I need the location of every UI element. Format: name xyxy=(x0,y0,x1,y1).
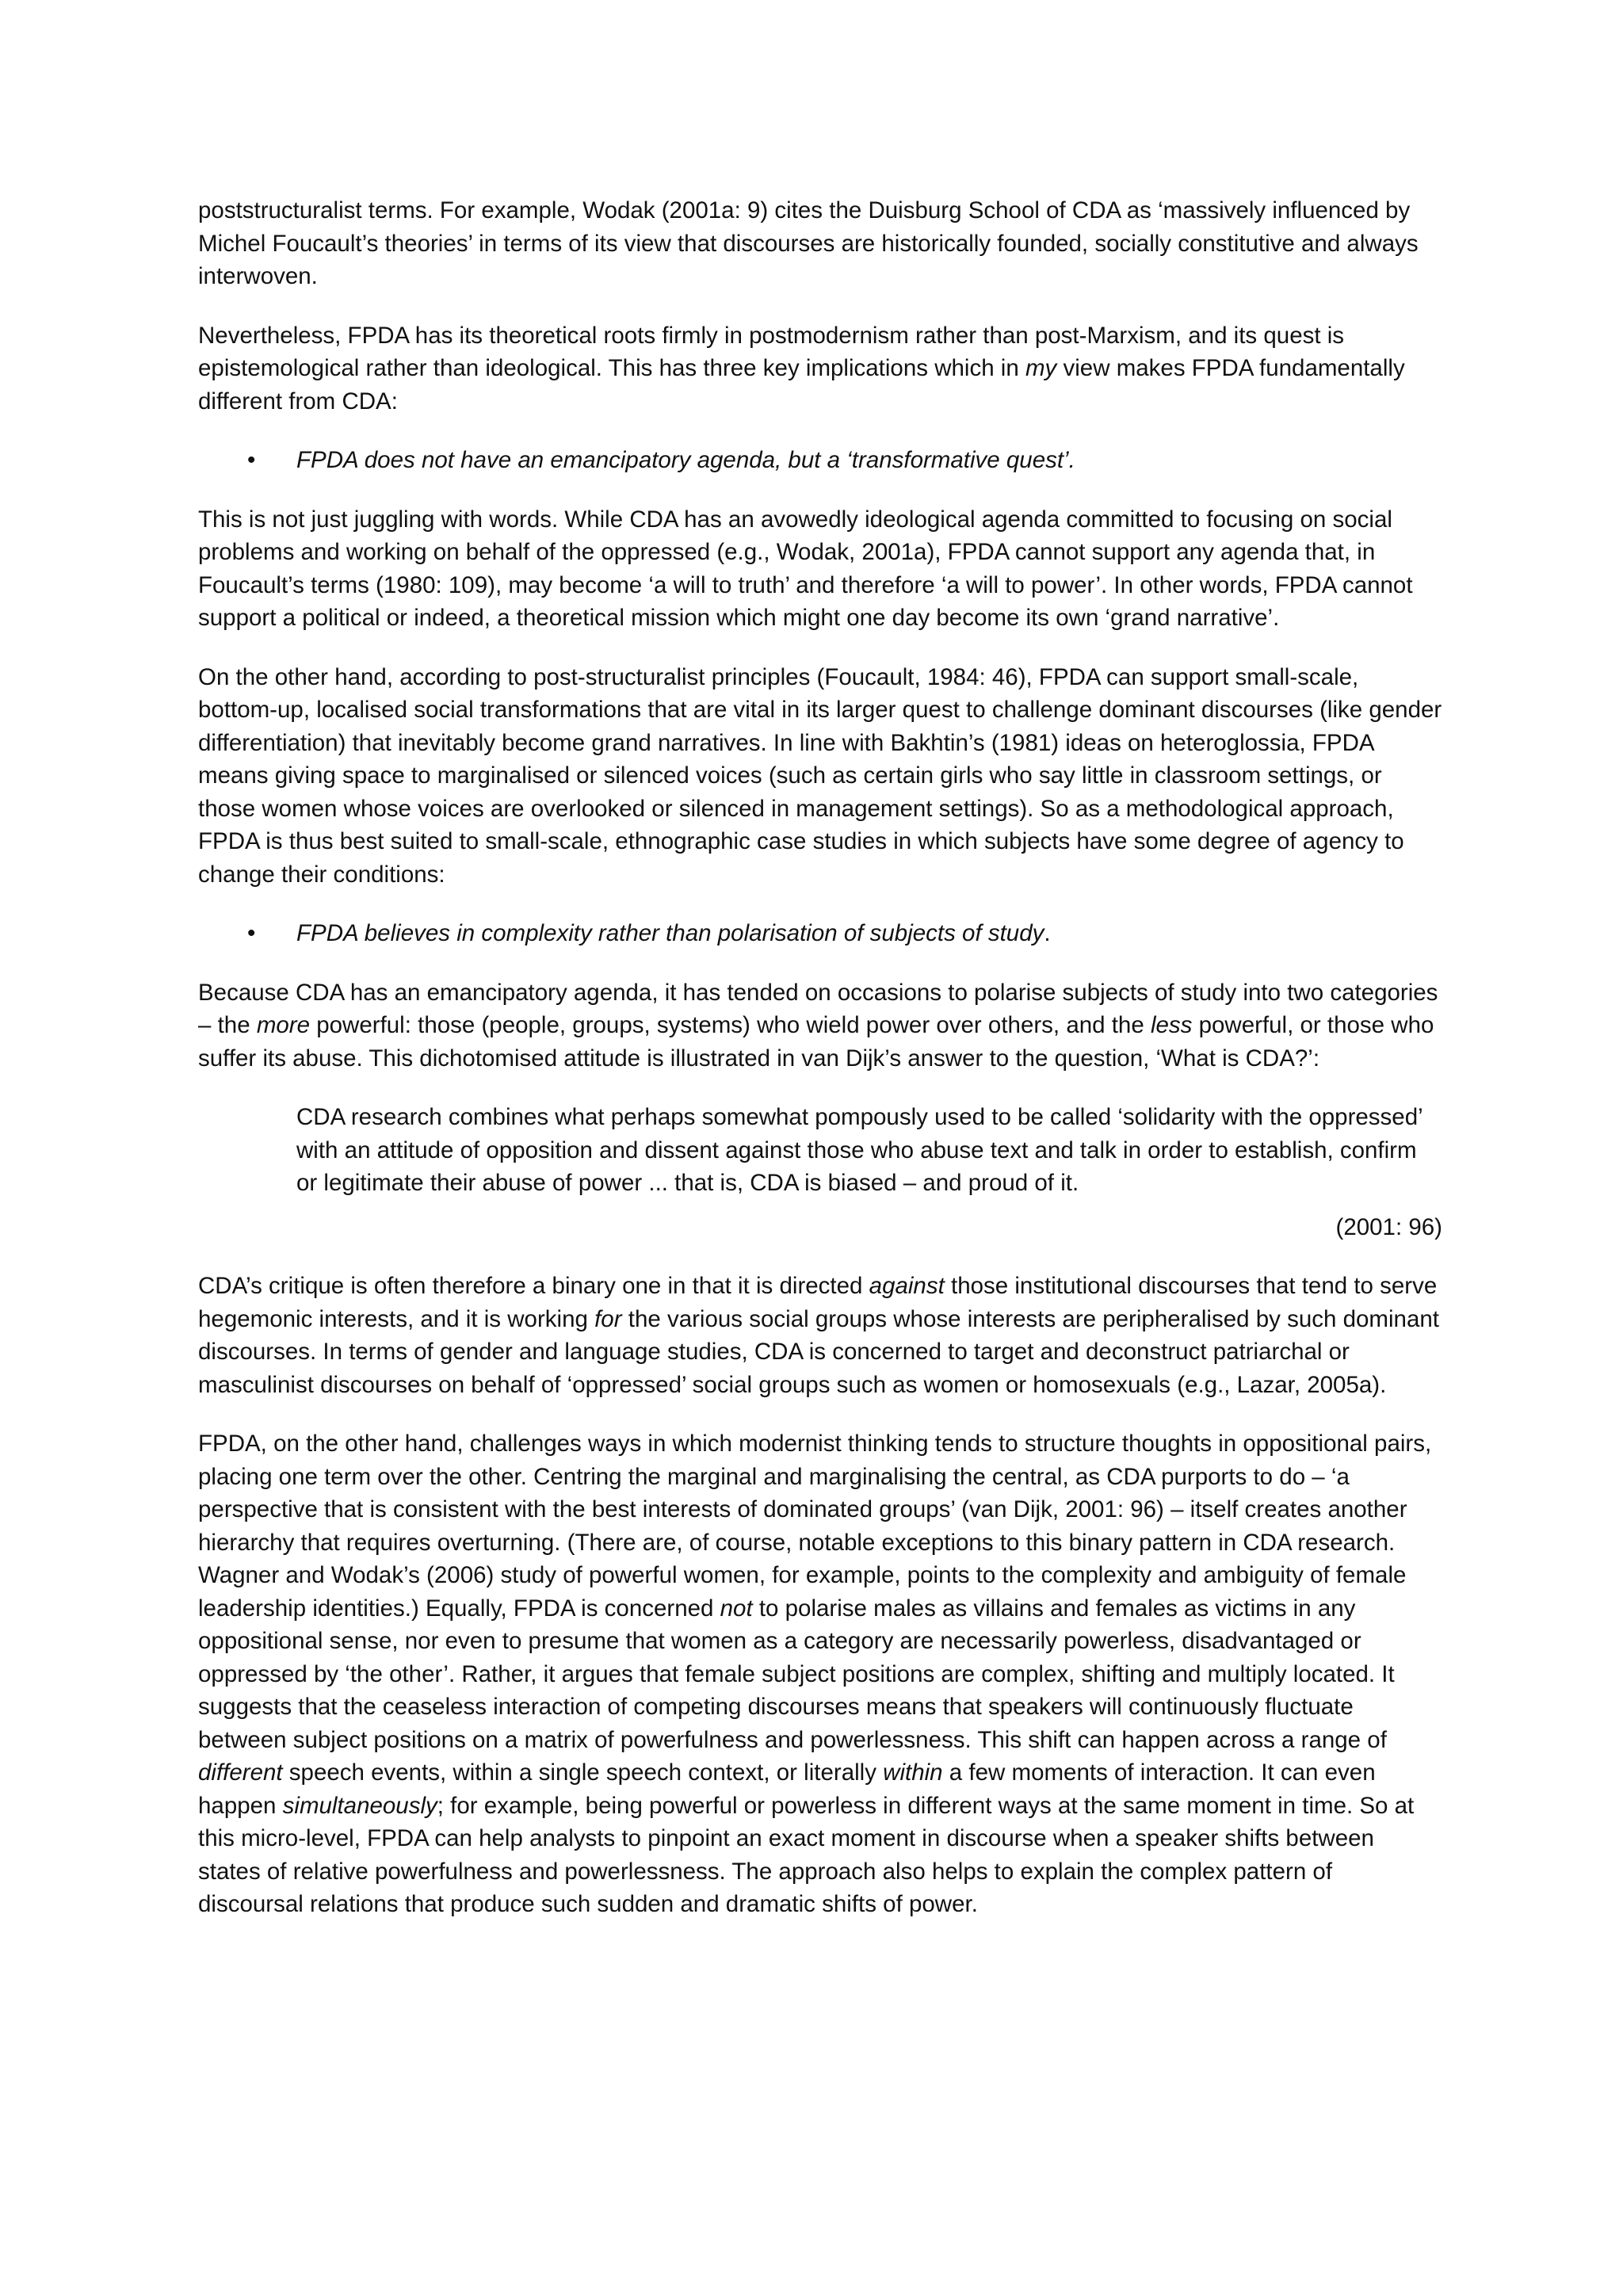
emphasis: FPDA does not have an emancipatory agenda, but a ‘transformative quest’. xyxy=(296,447,1075,473)
text-run: Because CDA has an emancipatory agenda, it has tended on occasions to polarise subjects of study into two categories – the xyxy=(198,979,1438,1038)
paragraph-poststructuralist xyxy=(198,194,1442,293)
text-run: to polarise males as villains and females as victims in any oppositional sense, nor even to presume that women as a category are necessarily powerless, disadvantaged or oppressed by ‘the other’. Rather, it argues that female subject positions are complex, shifting and multiply located. It suggests that the ceaseless interaction of competing discourses means that speakers will continuously fluctuate between subject positions on a matrix of powerfulness and powerlessness. This shift can happen across a range of xyxy=(198,1595,1395,1753)
text-run: On the other hand, according to post-structuralist principles (Foucault, 1984: 46), FPDA can support small-scale, bottom-up, localised social transformations that are vital in its larger quest to challenge dominant discourses (like gender differentiation) that inevitably become grand narratives. In line with Bakhtin’s (1981) ideas on heteroglossia, FPDA means giving space to marginalised or silenced voices (such as certain girls who say little in classroom settings, or those women whose voices are overlooked or silenced in management settings). So as a methodological approach, FPDA is thus best suited to small-scale, ethnographic case studies in which subjects have some degree of agency to change their conditions: xyxy=(198,663,1442,888)
paragraph-fpda-challenges xyxy=(198,1427,1442,1921)
text-run: powerful, or those who suffer its abuse. This dichotomised attitude is illustrated in van Dijk’s answer to the question, ‘What is CDA?’: xyxy=(198,1012,1434,1072)
bullet-marker: • xyxy=(247,447,256,473)
emphasis: against xyxy=(869,1273,945,1299)
document-body xyxy=(198,194,1442,1947)
bullet-emancipatory-agenda xyxy=(198,444,1442,477)
quote-citation xyxy=(198,1211,1442,1244)
text-run: (2001: 96) xyxy=(1335,1213,1442,1240)
emphasis: simultaneously xyxy=(282,1792,437,1819)
paragraph-polarise xyxy=(198,976,1442,1075)
bullet-text xyxy=(296,447,1075,473)
emphasis: my xyxy=(1025,355,1057,381)
text-run: powerful: those (people, groups, systems) who wield power over others, and the xyxy=(310,1012,1151,1038)
text-run: FPDA, on the other hand, challenges ways in which modernist thinking tends to structure thoughts in oppositional pairs, placing one term over the other. Centring the marginal and marginalising the central, as CDA purports to do – ‘a perspective that is consistent with the best interests of dominated groups’ (van Dijk, 2001: 96) – itself creates another hierarchy that requires overturning. (There are, of course, notable exceptions to this binary pattern in CDA research. Wagner and Wodak’s (2006) study of powerful women, for example, points to the complexity and ambiguity of female leadership identities.) Equally, FPDA is concerned xyxy=(198,1431,1432,1622)
text-run: CDA research combines what perhaps somewhat pompously used to be called ‘solidarity with the oppressed’ with an attitude of opposition and dissent against those who abuse text and talk in order to establish, confirm or legitimate their abuse of power ... that is, CDA is biased – and proud of it. xyxy=(296,1104,1423,1196)
emphasis: within xyxy=(883,1759,943,1786)
block-quote-van-dijk xyxy=(296,1101,1442,1200)
bullet-text xyxy=(296,920,1051,946)
paragraph-juggling-words xyxy=(198,503,1442,635)
paragraph-nevertheless xyxy=(198,319,1442,418)
bullet-marker: • xyxy=(247,920,256,946)
emphasis: less xyxy=(1150,1012,1193,1038)
emphasis: different xyxy=(198,1759,283,1786)
text-run: Nevertheless, FPDA has its theoretical roots firmly in postmodernism rather than post-Marxism, and its quest is epistemological rather than ideological. This has three key implications which in xyxy=(198,322,1345,381)
emphasis: not xyxy=(720,1595,753,1622)
paragraph-binary-critique xyxy=(198,1270,1442,1401)
emphasis: for xyxy=(594,1305,622,1332)
text-run: those institutional discourses that tend to serve hegemonic interests, and it is working xyxy=(198,1273,1438,1332)
text-run: a few moments of interaction. It can even happen xyxy=(198,1759,1376,1819)
text-run: This is not just juggling with words. While CDA has an avowedly ideological agenda committed to focusing on social problems and working on behalf of the oppressed (e.g., Wodak, 2001a), FPDA cannot support any agenda that, in Foucault’s terms (1980: 109), may become ‘a will to truth’ and therefore ‘a will to power’. In other words, FPDA cannot support a political or indeed, a theoretical mission which might one day become its own ‘grand narrative’. xyxy=(198,506,1413,631)
text-run: . xyxy=(1044,920,1051,946)
emphasis: FPDA believes in complexity rather than polarisation of subjects of study xyxy=(296,920,1044,946)
text-run: view makes FPDA fundamentally different from CDA: xyxy=(198,355,1405,415)
text-run: speech events, within a single speech context, or literally xyxy=(282,1759,884,1786)
bullet-complexity xyxy=(198,917,1442,950)
text-run: poststructuralist terms. For example, Wodak (2001a: 9) cites the Duisburg School of CDA as ‘massively influenced by Michel Foucault’s theories’ in terms of its view that discourses are historically founded, socially constitutive and always interwoven. xyxy=(198,197,1419,289)
paragraph-other-hand xyxy=(198,661,1442,892)
text-run: ; for example, being powerful or powerless in different ways at the same moment in time. So at this micro-level, FPDA can help analysts to pinpoint an exact moment in discourse when a speaker shifts between states of relative powerfulness and powerlessness. The approach also helps to explain the complex pattern of discoursal relations that produce such sudden and dramatic shifts of power. xyxy=(198,1792,1415,1917)
emphasis: more xyxy=(256,1012,311,1038)
text-run: CDA’s critique is often therefore a binary one in that it is directed xyxy=(198,1273,869,1299)
text-run: the various social groups whose interests are peripheralised by such dominant discourses. In terms of gender and language studies, CDA is concerned to target and deconstruct patriarchal or masculinist discourses on behalf of ‘oppressed’ social groups such as women or homosexuals (e.g., Lazar, 2005a). xyxy=(198,1305,1439,1398)
